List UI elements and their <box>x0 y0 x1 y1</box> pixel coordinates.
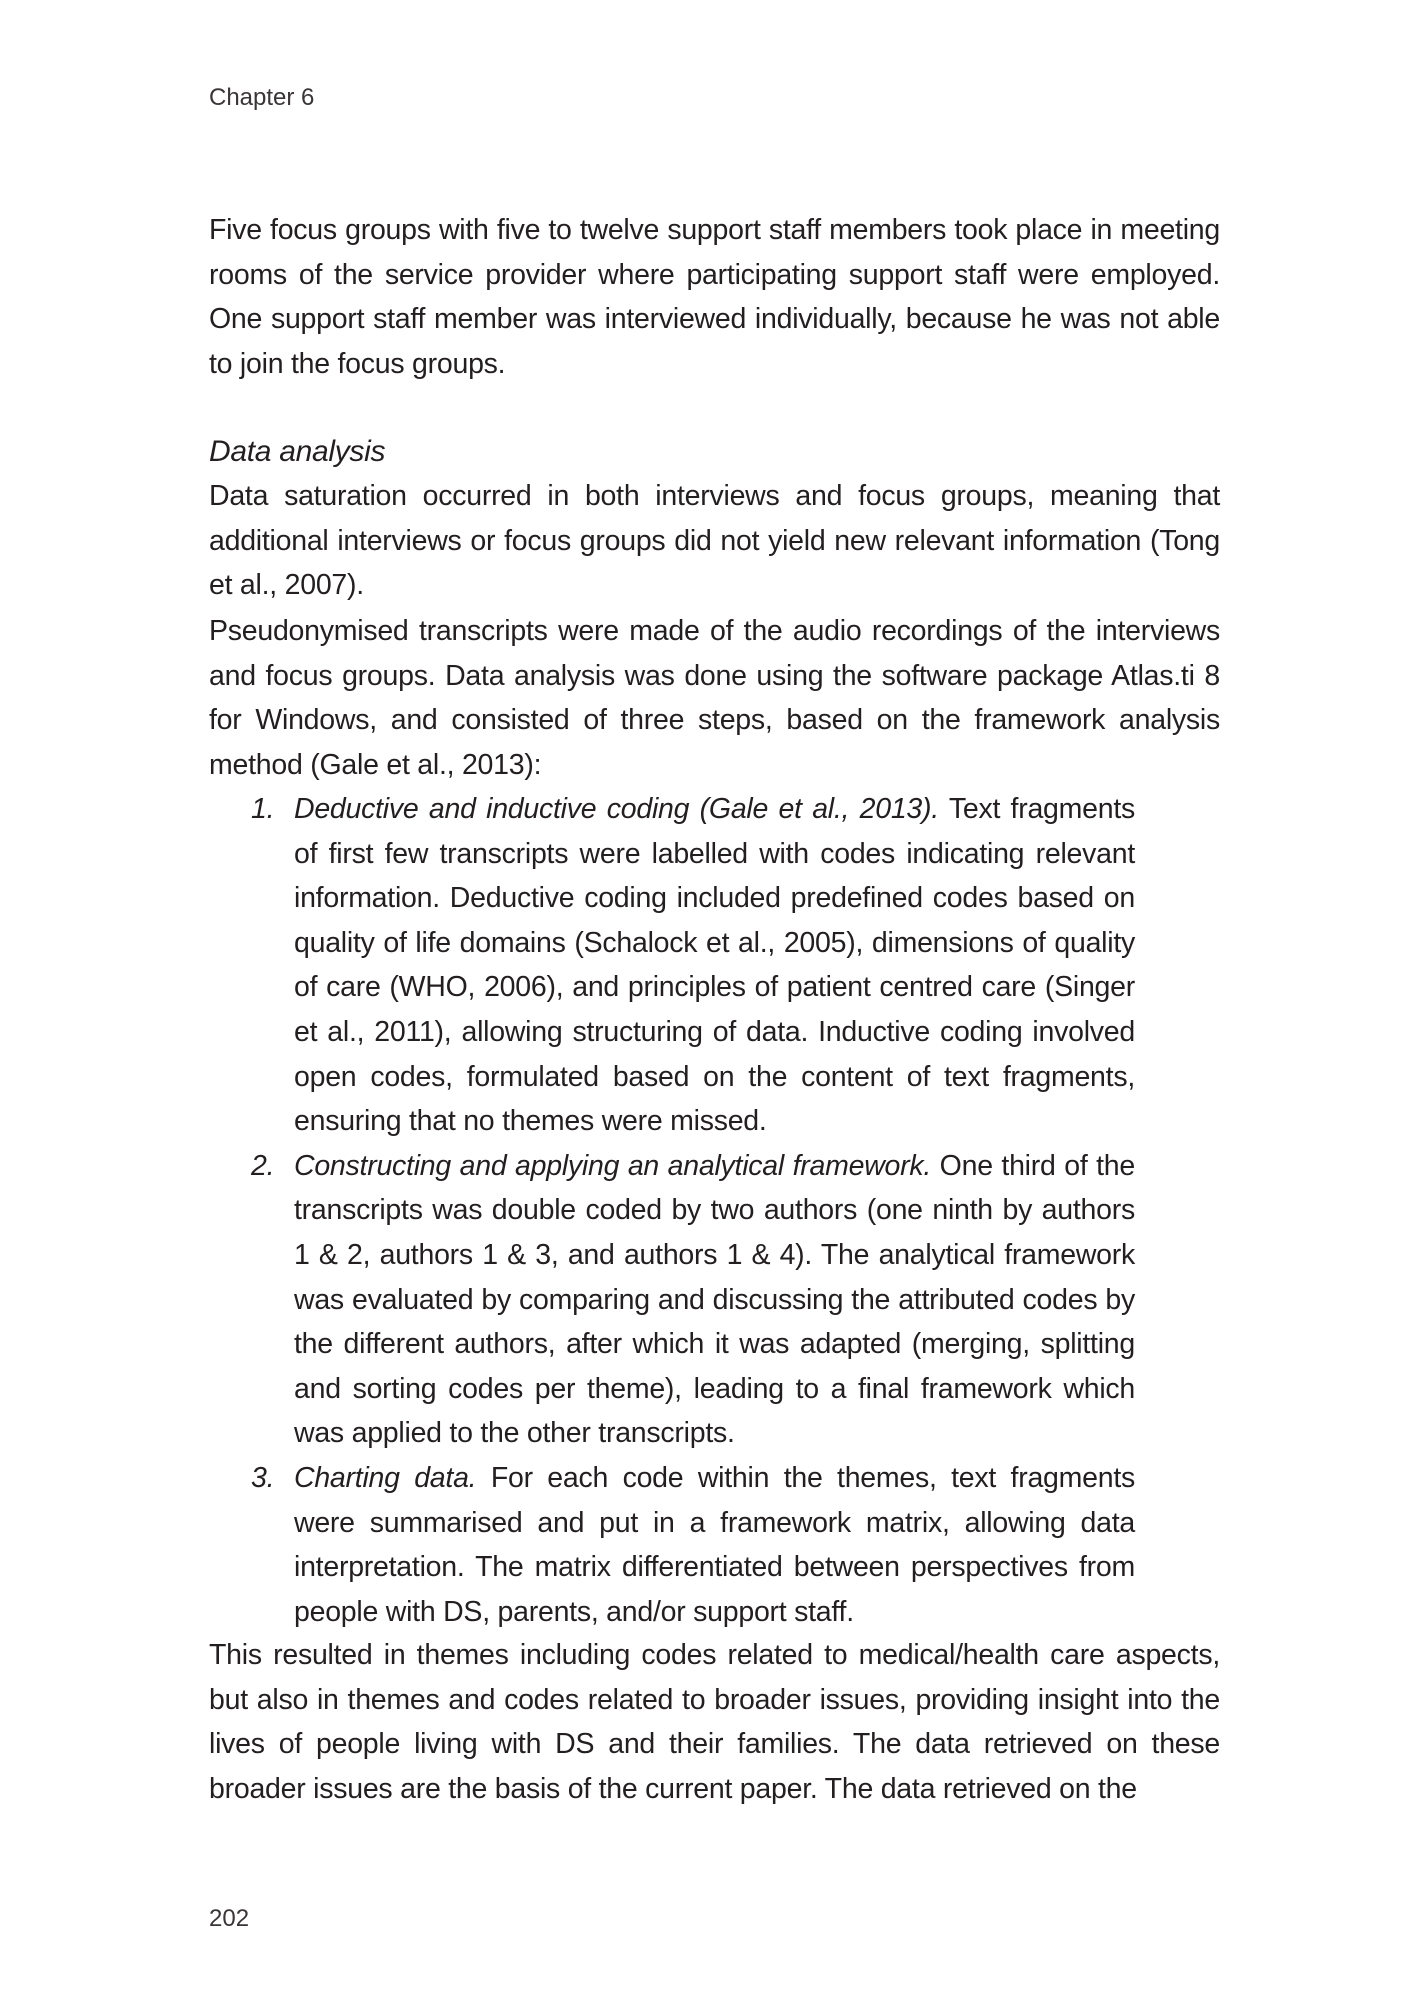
step-text: One third of the transcripts was double coded by two authors (one ninth by authors 1 & 2, authors 1 & 3, and authors 1 & 4). The analytical framework was evaluated by comparing and discussing the attributed codes by the different authors, after which it was adapted (merging, splitting and sorting codes per theme), leading to a final framework which was applied to the other transcripts. <box>294 1149 1135 1450</box>
list-item-step-3 <box>209 1456 1135 1634</box>
step-title: Charting data. <box>294 1461 477 1494</box>
step-number: 1. <box>251 793 275 825</box>
analysis-steps-list <box>209 787 1135 1634</box>
step-text: Text fragments of first few transcripts were labelled with codes indicating relevant information. Deductive coding included predefined codes based on quality of life domains (Schalock et al., 2005), dimensions of quality of care (WHO, 2006), and principles of patient centred care (Singer et al., 2011), allowing structuring of data. Inductive coding involved open codes, formulated based on the content of text fragments, ensuring that no themes were missed. <box>294 793 1136 1138</box>
step-title: Deductive and inductive coding (Gale et al., 2013). <box>294 793 939 825</box>
data-saturation-paragraph: Data saturation occurred in both interviews and focus groups, meaning that additional interviews or focus groups did not yield new relevant information (Tong et al., 2007). <box>209 480 1220 602</box>
list-item-step-1 <box>209 787 1135 1144</box>
step-title: Constructing and applying an analytical framework. <box>294 1149 932 1182</box>
step-number: 3. <box>251 1461 275 1494</box>
running-head-chapter: Chapter 6 <box>209 84 315 111</box>
step-number: 2. <box>251 1149 275 1182</box>
pseudonymised-transcripts-paragraph: Pseudonymised transcripts were made of the audio recordings of the interviews and focus groups. Data analysis was done using the software package Atlas.ti 8 for Windows, and consisted of three steps, based on the framework analysis method (Gale et al., 2013): <box>209 615 1220 781</box>
section-heading-data-analysis: Data analysis <box>209 435 386 468</box>
results-paragraph: This resulted in themes including codes related to medical/health care aspects, but also in themes and codes related to broader issues, providing insight into the lives of people living with DS and their families. The data retrieved on these broader issues are the basis of the current paper. The data retrieved on the <box>209 1639 1220 1805</box>
page-number: 202 <box>209 1905 250 1932</box>
step-text: For each code within the themes, text fragments were summarised and put in a framework matrix, allowing data interpretation. The matrix differentiated between perspectives from people with DS, parents, and/or support staff. <box>294 1461 1136 1628</box>
list-item-step-2 <box>209 1144 1135 1456</box>
intro-paragraph: Five focus groups with five to twelve support staff members took place in meeting rooms of the service provider where participating support staff were employed. One support staff member was interviewed individually, because he was not able to join the focus groups. <box>209 214 1220 380</box>
